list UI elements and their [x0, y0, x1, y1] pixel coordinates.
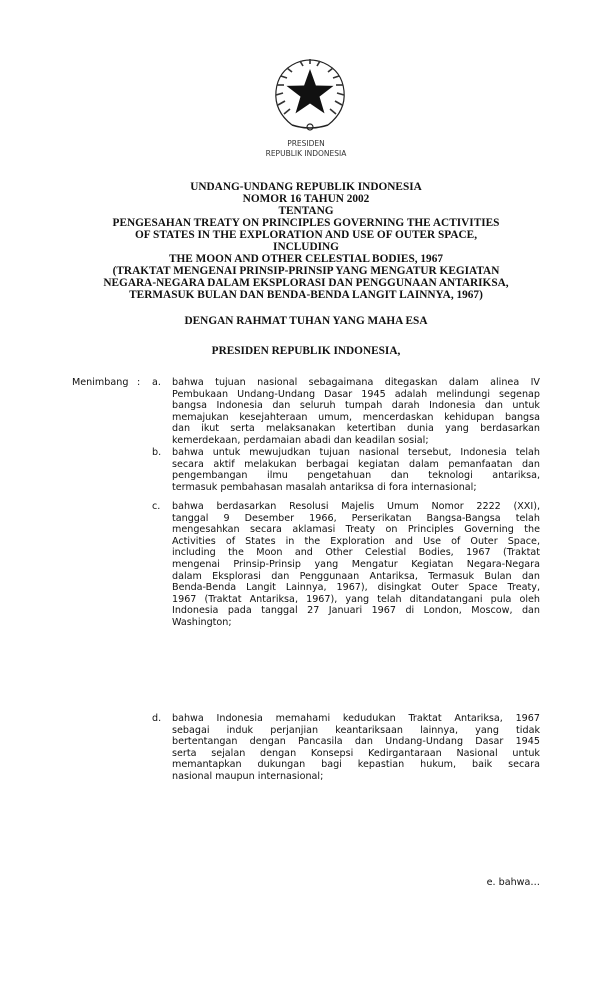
item-text-line: bahwa tujuan nasional sebagaimana ditegaskan dalam alinea IV	[172, 377, 540, 388]
item-text-line: nasional maupun internasional;	[172, 770, 324, 782]
item-text-line: memajukan kesejahteraan umum, mencerdaskan kehidupan bangsa	[172, 411, 540, 423]
item-text-line: mengesahkan secara aklamasi Treaty on Principles Governing the	[172, 524, 540, 536]
considering-item	[152, 713, 540, 783]
item-text-line: memantapkan dukungan bagi kepastian hukum, baik secara	[172, 759, 540, 771]
item-text-line: termasuk pembahasan masalah antariksa di fora internasional;	[172, 481, 477, 493]
item-text-line: bahwa berdasarkan Resolusi Majelis Umum Nomor 2222 (XXI),	[172, 501, 540, 512]
item-text-line: 1967 (Traktat Antariksa, 1967), yang telah ditandatangani pula oleh	[172, 593, 540, 605]
item-text-line: bangsa Indonesia dan seluruh tumpah darah Indonesia dan untuk	[172, 400, 540, 412]
header-president: PRESIDEN	[287, 139, 325, 148]
item-text-line: dalam Eksplorasi dan Penggunaan Antariksa, Termasuk Bulan dan	[172, 570, 540, 582]
item-letter: c.	[152, 501, 161, 512]
title-line: NEGARA-NEGARA DALAM EKSPLORASI DAN PENGGUNAAN ANTARIKSA,	[103, 277, 509, 289]
item-text-line: mengenai Prinsip-Prinsip yang Mengatur Kegiatan Negara-Negara	[172, 558, 540, 570]
document-title	[0, 181, 612, 301]
item-text-line: bahwa untuk mewujudkan tujuan nasional tersebut, Indonesia telah	[172, 447, 540, 458]
item-text-line: Activities of States in the Exploration and Use of Outer Space,	[172, 535, 540, 547]
considering-label: Menimbang	[72, 377, 129, 388]
item-letter: b.	[152, 447, 162, 458]
item-text-line: Indonesia pada tanggal 27 Januari 1967 di London, Moscow, dan	[172, 605, 540, 617]
item-text-line: secara aktif melakukan berbagai kegiatan dalam pemanfaatan dan	[172, 458, 540, 470]
item-letter: a.	[152, 377, 161, 388]
item-text-line: sebagai induk perjanjian keantariksaan lainnya, yang tidak	[172, 724, 540, 736]
item-text-line: bertentangan dengan Pancasila dan Undang-Undang Dasar 1945	[172, 736, 540, 748]
item-text-line: pengembangan ilmu pengetahuan dan teknologi antariksa,	[172, 470, 540, 482]
item-text-line: Benda-Benda Langit Lainnya, 1967), disingkat Outer Space Treaty,	[172, 582, 540, 594]
title-line: PENGESAHAN TREATY ON PRINCIPLES GOVERNING THE ACTIVITIES	[112, 217, 500, 229]
item-text-line: including the Moon and Other Celestial Bodies, 1967 (Traktat	[172, 547, 540, 559]
considering-colon: :	[137, 377, 141, 388]
considering-item	[152, 501, 540, 629]
garuda-star-emblem	[270, 55, 350, 135]
title-line: THE MOON AND OTHER CELESTIAL BODIES, 1967	[168, 253, 443, 265]
invocation: DENGAN RAHMAT TUHAN YANG MAHA ESA	[184, 315, 428, 327]
header-republic: REPUBLIK INDONESIA	[265, 149, 347, 158]
item-text-line: Washington;	[172, 616, 232, 628]
title-line: NOMOR 16 TAHUN 2002	[242, 193, 370, 205]
title-line: TERMASUK BULAN DAN BENDA-BENDA LANGIT LAINNYA, 1967)	[129, 289, 483, 301]
title-line: TENTANG	[278, 205, 334, 217]
item-text-line: kemerdekaan, perdamaian abadi dan keadilan sosial;	[172, 434, 429, 446]
item-letter: d.	[152, 713, 162, 724]
president-heading: PRESIDEN REPUBLIK INDONESIA,	[211, 345, 401, 357]
continuation-marker: e. bahwa…	[486, 877, 540, 888]
title-line: OF STATES IN THE EXPLORATION AND USE OF OUTER SPACE,	[134, 229, 478, 241]
item-text-line: dan ikut serta melaksanakan ketertiban dunia yang berdasarkan	[172, 423, 540, 435]
title-line: INCLUDING	[273, 241, 339, 253]
title-line: (TRAKTAT MENGENAI PRINSIP-PRINSIP YANG MENGATUR KEGIATAN	[112, 265, 500, 277]
considering-item	[152, 447, 540, 493]
item-text-line: bahwa Indonesia memahami kedudukan Traktat Antariksa, 1967	[172, 713, 540, 724]
item-text-line: tanggal 9 Desember 1966, Perserikatan Bangsa-Bangsa telah	[172, 512, 540, 524]
item-text-line: Pembukaan Undang-Undang Dasar 1945 adalah melindungi segenap	[172, 388, 540, 400]
item-text-line: serta sejalan dengan Konsepsi Kedirgantaraan Nasional untuk	[172, 747, 540, 759]
title-line: UNDANG-UNDANG REPUBLIK INDONESIA	[190, 181, 422, 193]
considering-item	[152, 377, 540, 447]
